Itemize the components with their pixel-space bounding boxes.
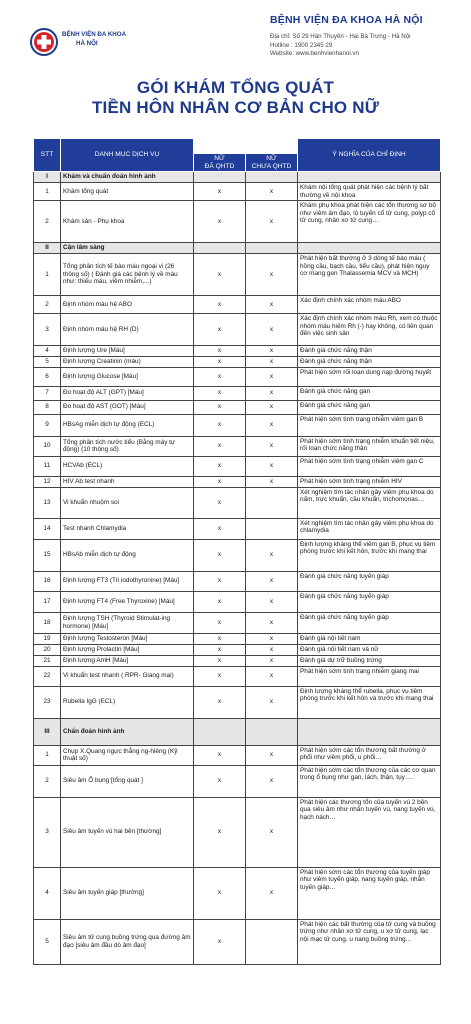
service-name: Đo hoạt độ ALT (GPT) [Máu]: [61, 386, 194, 400]
mark-female-had-sex: x: [194, 367, 246, 386]
row-number: 10: [34, 436, 61, 456]
row-number: 23: [34, 686, 61, 718]
service-name: Đo hoạt độ AST (GOT) [Máu]: [61, 400, 194, 414]
mark-female-no-sex: x: [246, 686, 298, 718]
service-meaning: Đánh giá chức năng thận: [298, 346, 441, 357]
service-name: Định lượng Ure [Máu]: [61, 346, 194, 357]
row-number: 13: [34, 487, 61, 518]
mark-female-no-sex: x: [246, 797, 298, 867]
row-number: 1: [34, 254, 61, 296]
row-number: 2: [34, 765, 61, 797]
table-row: [34, 591, 441, 612]
header-service: DANH MỤC DỊCH VỤ: [61, 139, 194, 172]
table-row: [34, 518, 441, 539]
row-number: 9: [34, 414, 61, 436]
service-meaning: Phát hiện sớm các tổn thương bất thường ở phổi như viêm phổi, u phổi…: [298, 745, 441, 765]
table-row: [34, 254, 441, 296]
mark-female-had-sex: x: [194, 356, 246, 367]
mark-female-had-sex: x: [194, 183, 246, 201]
row-number: 8: [34, 400, 61, 414]
mark-female-had-sex: x: [194, 867, 246, 919]
service-meaning: Phát hiện sớm rối loạn dung nạp đường huyết: [298, 367, 441, 386]
service-name: HIV Ab test nhanh: [61, 476, 194, 487]
mark-female-had-sex: x: [194, 797, 246, 867]
table-row: [34, 201, 441, 243]
hospital-name: BỆNH VIỆN ĐA KHOA HÀ NỘI: [270, 14, 423, 26]
mark-female-had-sex: x: [194, 346, 246, 357]
service-meaning: Đánh giá chức năng tuyến giáp: [298, 612, 441, 633]
table-row: [34, 765, 441, 797]
mark-female-had-sex: x: [194, 254, 246, 296]
row-number: 3: [34, 797, 61, 867]
mark-female-no-sex: x: [246, 612, 298, 633]
row-number: 12: [34, 476, 61, 487]
mark-female-had-sex: x: [194, 436, 246, 456]
row-number: 14: [34, 518, 61, 539]
row-number: 20: [34, 644, 61, 655]
mark-female-no-sex: x: [246, 346, 298, 357]
table-body: [34, 172, 441, 965]
mark-female-no-sex: x: [246, 386, 298, 400]
service-name: Định lượng FT4 (Free Thyroxine) [Máu]: [61, 591, 194, 612]
row-number: 1: [34, 183, 61, 201]
service-name: Siêu âm tử cung buồng trứng qua đường âm đạo [siêu âm đầu dò âm đạo]: [61, 919, 194, 964]
section-title: Chẩn đoán hình ảnh: [61, 718, 194, 745]
section-number: I: [34, 172, 61, 183]
service-meaning: Đánh giá dự trữ buồng trứng: [298, 655, 441, 666]
section-title: Cận lâm sàng: [61, 243, 194, 254]
service-name: Test nhanh Chlamydia: [61, 518, 194, 539]
service-meaning: Xét nghiệm tìm tác nhân gây viêm phụ khoa do nấm, trực khuẩn, cầu khuẩn, trichomonas…: [298, 487, 441, 518]
service-name: Định lượng Glucose [Máu]: [61, 367, 194, 386]
logo-line-2: HÀ NỘI: [76, 40, 98, 47]
mark-female-no-sex: x: [246, 867, 298, 919]
page-title-line-2: TIỀN HÔN NHÂN CƠ BẢN CHO NỮ: [91, 98, 380, 117]
service-name: Khám tổng quát: [61, 183, 194, 201]
service-meaning: Phát hiện sớm tình trạng nhiễm viêm gan C: [298, 456, 441, 476]
mark-female-no-sex: x: [246, 655, 298, 666]
mark-female-had-sex: x: [194, 487, 246, 518]
logo-text: [62, 30, 126, 48]
mark-female-had-sex: x: [194, 655, 246, 666]
mark-female-had-sex: x: [194, 456, 246, 476]
section-title: Khám và chuẩn đoán hình ảnh: [61, 172, 194, 183]
service-name: Khám sản - Phụ khoa: [61, 201, 194, 243]
service-meaning: Khám nội tổng quát phát hiện các bệnh lý bất thường về nội khoa: [298, 183, 441, 201]
service-name: Vi khuẩn nhuộm soi: [61, 487, 194, 518]
mark-female-had-sex: x: [194, 476, 246, 487]
service-meaning: Phát hiện sớm tình trạng nhiễm HIV: [298, 476, 441, 487]
service-meaning: Phát hiện sớm các tổn thương của các cơ quan trong ổ bụng như gan, lách, thận, tụy….: [298, 765, 441, 797]
service-name: Định lượng FT3 (Tri iodothyronine) [Máu]: [61, 571, 194, 591]
mark-female-no-sex: x: [246, 476, 298, 487]
table-row: [34, 414, 441, 436]
row-number: 2: [34, 201, 61, 243]
contact-info: [270, 33, 411, 59]
row-number: 5: [34, 356, 61, 367]
table-row: [34, 436, 441, 456]
service-meaning: Định lượng kháng thể rubella, phục vụ tiêm phòng trước khi kết hôn và trước khi mang thai: [298, 686, 441, 718]
mark-female-had-sex: x: [194, 414, 246, 436]
service-meaning: Đánh giá nội tiết nam: [298, 633, 441, 644]
mark-female-no-sex: x: [246, 765, 298, 797]
service-meaning: Định lượng kháng thể viêm gan B, phục vụ tiêm phòng trước khi kết hôn, trước khi mang thai: [298, 539, 441, 571]
service-name: Định lượng Creatinin (máu): [61, 356, 194, 367]
table-row: [34, 644, 441, 655]
mark-female-no-sex: x: [246, 456, 298, 476]
row-number: 19: [34, 633, 61, 644]
mark-female-no-sex: x: [246, 367, 298, 386]
table-row: [34, 314, 441, 346]
service-name: HCVAb (ECL): [61, 456, 194, 476]
table-row: [34, 571, 441, 591]
row-number: 6: [34, 367, 61, 386]
logo-line-1: BỆNH VIỆN ĐA KHOA: [62, 31, 127, 38]
table-row: [34, 386, 441, 400]
service-name: Định lượng TSH (Thyroid Stimulat-ing hormone) [Máu]: [61, 612, 194, 633]
service-meaning: Phát hiện bất thường ở 3 dòng tế bào máu ( hồng cầu, bạch cầu, tiểu cầu), phát hiện nguy cơ mang gen Thalassemia MCV và MCH): [298, 254, 441, 296]
service-meaning: Đánh giá chức năng tuyến giáp: [298, 591, 441, 612]
service-meaning: Đánh giá chức năng thận: [298, 356, 441, 367]
service-name: Định lượng AmH [Máu]: [61, 655, 194, 666]
row-number: 7: [34, 386, 61, 400]
row-number: 4: [34, 346, 61, 357]
service-name: Định lượng Prolactin [Máu]: [61, 644, 194, 655]
mark-female-no-sex: x: [246, 666, 298, 686]
mark-female-no-sex: x: [246, 400, 298, 414]
row-number: 17: [34, 591, 61, 612]
mark-female-had-sex: x: [194, 201, 246, 243]
mark-female-had-sex: x: [194, 400, 246, 414]
mark-female-no-sex: x: [246, 414, 298, 436]
mark-female-no-sex: x: [246, 745, 298, 765]
service-meaning: Khám phụ khoa phát hiện các tổn thương sơ bộ như viêm âm đạo, lộ tuyến cổ tử cung, polyp cổ tử cung, nhân xơ tử cung…: [298, 201, 441, 243]
mark-female-no-sex: x: [246, 633, 298, 644]
service-meaning: Xác định chính xác nhóm máu ABO: [298, 296, 441, 314]
service-name: HBsAb miễn dịch tự động: [61, 539, 194, 571]
mark-female-no-sex: [246, 487, 298, 518]
mark-female-no-sex: x: [246, 314, 298, 346]
service-name: Siêu âm Ổ bụng [tổng quát ]: [61, 765, 194, 797]
mark-female-had-sex: x: [194, 765, 246, 797]
mark-female-no-sex: x: [246, 436, 298, 456]
mark-female-had-sex: x: [194, 296, 246, 314]
table-row: [34, 183, 441, 201]
service-name: Tổng phân tích tế bào máu ngoại vi (26 thông số) ( Đánh giá các bệnh lý về máu như: thiếu máu, viêm nhiễm,...): [61, 254, 194, 296]
table-row: [34, 367, 441, 386]
service-meaning: Phát hiện sớm tình trạng nhiễm giang mai: [298, 666, 441, 686]
header-female-no-sex: NỮ CHƯA QHTD: [246, 154, 298, 172]
mark-female-no-sex: x: [246, 591, 298, 612]
service-name: Định lượng Testosteron [Máu]: [61, 633, 194, 644]
row-number: 1: [34, 745, 61, 765]
website-link[interactable]: Website: www.benhvienhanoi.vn: [270, 50, 359, 58]
mark-female-no-sex: x: [246, 571, 298, 591]
mark-female-had-sex: x: [194, 633, 246, 644]
service-name: HBsAg miễn dịch tự động (ECL): [61, 414, 194, 436]
mark-female-no-sex: x: [246, 201, 298, 243]
page-header: [0, 0, 471, 72]
table-row: [34, 633, 441, 644]
row-number: 15: [34, 539, 61, 571]
section-number: III: [34, 718, 61, 745]
mark-female-no-sex: x: [246, 254, 298, 296]
row-number: 11: [34, 456, 61, 476]
service-meaning: Xác định chính xác nhóm máu Rh, xem có thuộc nhóm máu hiếm Rh (-) hay không, có liên quan đến việc sinh sản: [298, 314, 441, 346]
table-row: [34, 487, 441, 518]
table-row: [34, 400, 441, 414]
row-number: 5: [34, 919, 61, 964]
service-meaning: Đánh giá chức năng gan: [298, 386, 441, 400]
hotline: Hotline : 1900 2345 29: [270, 41, 333, 49]
mark-female-had-sex: x: [194, 314, 246, 346]
row-number: 4: [34, 867, 61, 919]
mark-female-had-sex: x: [194, 745, 246, 765]
service-meaning: Phát hiện sớm tình trạng nhiễm khuẩn tiết niệu, rối loạn chức năng thận: [298, 436, 441, 456]
mark-female-no-sex: x: [246, 183, 298, 201]
service-meaning: Xét nghiệm tìm tác nhân gây viêm phụ khoa do chlamydia: [298, 518, 441, 539]
section-row: [34, 243, 441, 254]
address: Địa chỉ: Số 29 Hàn Thuyên - Hai Bà Trưng - Hà Nội: [270, 33, 411, 40]
section-row: [34, 172, 441, 183]
header-meaning: Ý NGHĨA CỦA CHỈ ĐỊNH: [298, 139, 441, 172]
table-row: [34, 612, 441, 633]
mark-female-had-sex: x: [194, 539, 246, 571]
table-row: [34, 655, 441, 666]
mark-female-had-sex: x: [194, 612, 246, 633]
mark-female-had-sex: x: [194, 386, 246, 400]
service-name: Siêu âm tuyến vú hai bên [thường]: [61, 797, 194, 867]
service-meaning: Đánh giá chức năng gan: [298, 400, 441, 414]
table-row: [34, 745, 441, 765]
mark-female-no-sex: [246, 919, 298, 964]
service-name: Chụp X.Quang ngực thẳng ng-hiêng (Kỹ thuật số): [61, 745, 194, 765]
table-row: [34, 456, 441, 476]
service-meaning: Phát hiện các thương tổn của tuyến vú 2 bên qua siêu âm như nhân tuyến vú, nang tuyến vú, hạch nách…: [298, 797, 441, 867]
mark-female-had-sex: x: [194, 591, 246, 612]
service-name: Định nhóm máu hệ ABO: [61, 296, 194, 314]
mark-female-no-sex: x: [246, 539, 298, 571]
service-table: [33, 138, 441, 965]
mark-female-had-sex: x: [194, 666, 246, 686]
mark-female-no-sex: x: [246, 296, 298, 314]
table-row: [34, 686, 441, 718]
row-number: 18: [34, 612, 61, 633]
service-meaning: Đánh giá chức năng tuyến giáp: [298, 571, 441, 591]
service-meaning: Phát hiện các bất thường của tử cung và buồng trứng như nhân xơ tử cung, u xơ tử cung, lạc nội mạc tử cung, u nang buồng trứng…: [298, 919, 441, 964]
hospital-logo-icon: [30, 28, 58, 56]
table-row: [34, 666, 441, 686]
mark-female-had-sex: x: [194, 686, 246, 718]
service-name: Rubella IgG (ECL): [61, 686, 194, 718]
service-meaning: Phát hiện sớm các tổn thương của tuyến giáp như viêm tuyến giáp, nang tuyến giáp, nhân tuyến giáp…: [298, 867, 441, 919]
row-number: 2: [34, 296, 61, 314]
mark-female-had-sex: x: [194, 518, 246, 539]
table-row: [34, 539, 441, 571]
mark-female-no-sex: x: [246, 356, 298, 367]
row-number: 3: [34, 314, 61, 346]
header-female-had-sex: NỮ ĐÃ QHTD: [194, 154, 246, 172]
table-row: [34, 356, 441, 367]
table-row: [34, 867, 441, 919]
service-meaning: Phát hiện sớm tình trạng nhiễm viêm gan B: [298, 414, 441, 436]
row-number: 22: [34, 666, 61, 686]
service-name: Định nhóm máu hệ RH (D): [61, 314, 194, 346]
mark-female-no-sex: x: [246, 644, 298, 655]
table-row: [34, 919, 441, 964]
page-title-line-1: GÓI KHÁM TỔNG QUÁT: [136, 78, 335, 97]
table-row: [34, 346, 441, 357]
table-row: [34, 476, 441, 487]
mark-female-had-sex: x: [194, 571, 246, 591]
row-number: 21: [34, 655, 61, 666]
mark-female-had-sex: x: [194, 644, 246, 655]
service-name: Siêu âm tuyến giáp [thường]: [61, 867, 194, 919]
mark-female-had-sex: x: [194, 919, 246, 964]
section-row: [34, 718, 441, 745]
service-meaning: Đánh giá nội tiết nam và nữ: [298, 644, 441, 655]
service-name: Tổng phân tích nước tiểu (Bằng máy tự động) (10 thông số): [61, 436, 194, 456]
service-name: Vi khuẩn test nhanh ( RPR- Giang mai): [61, 666, 194, 686]
table-row: [34, 296, 441, 314]
mark-female-no-sex: [246, 518, 298, 539]
table-row: [34, 797, 441, 867]
header-stt: STT: [34, 139, 61, 172]
row-number: 16: [34, 571, 61, 591]
section-number: II: [34, 243, 61, 254]
